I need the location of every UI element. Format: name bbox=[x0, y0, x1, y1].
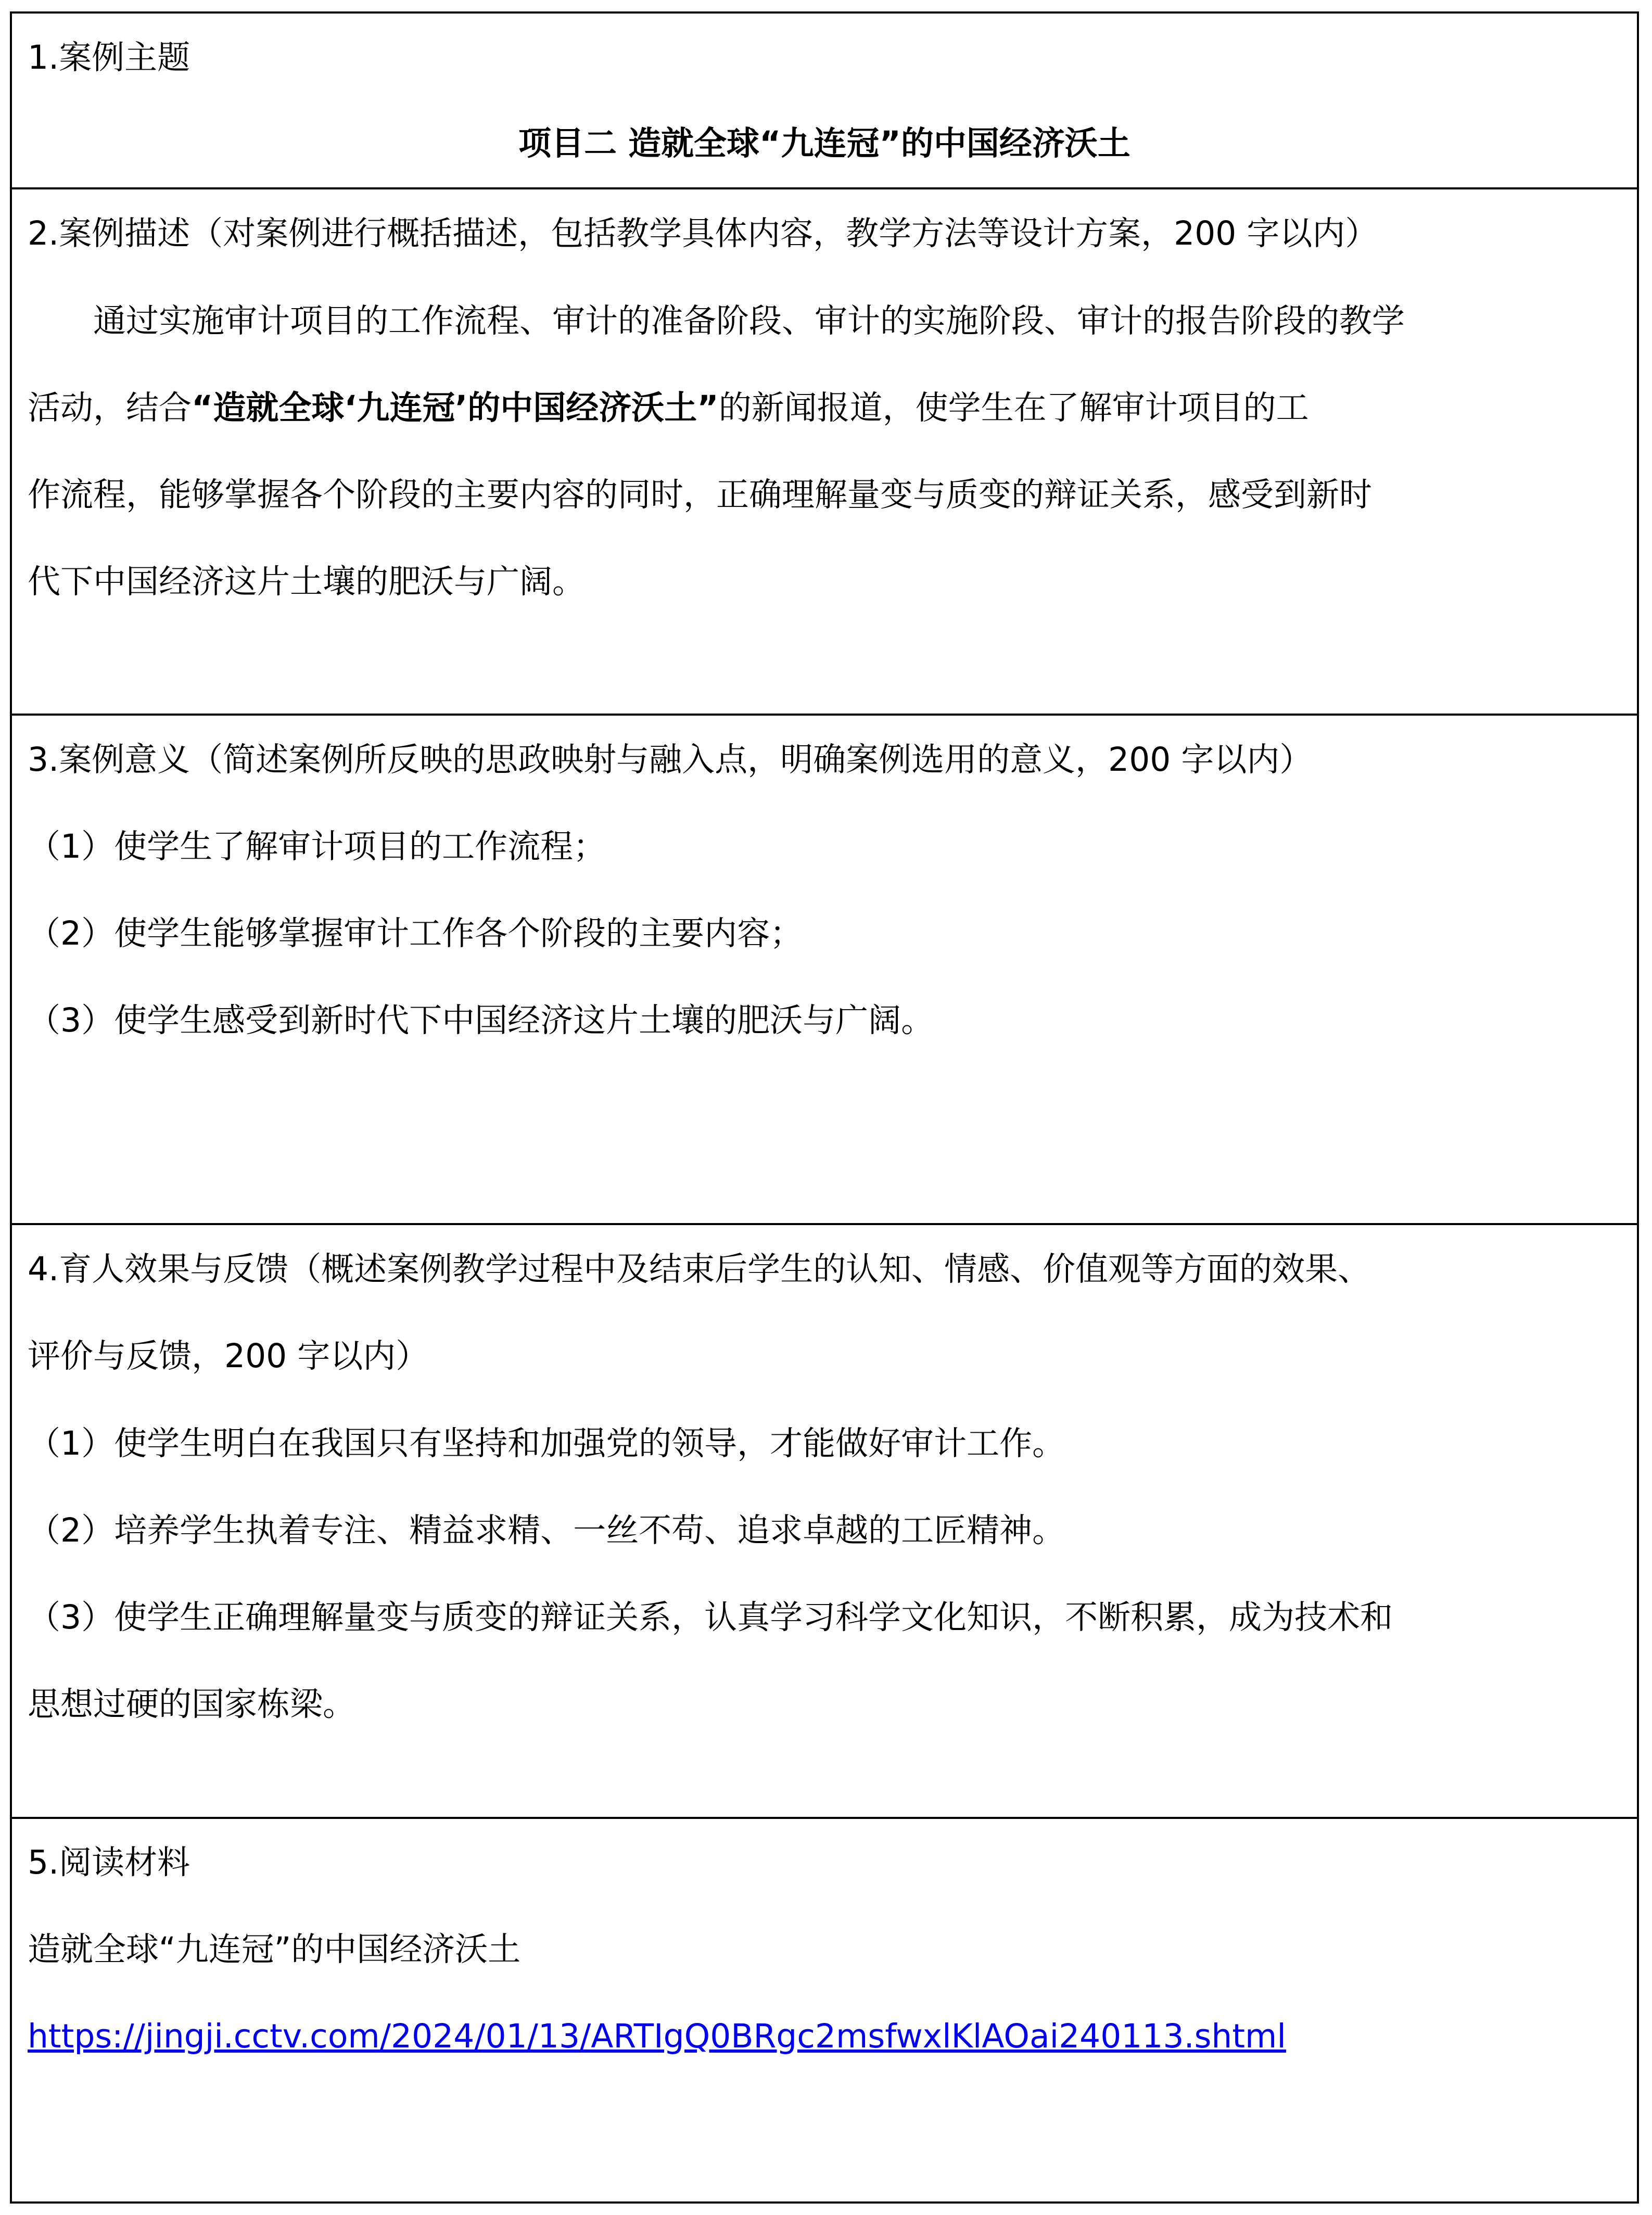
section-reading-material bbox=[12, 1817, 1637, 2201]
material-title: 造就全球“九连冠”的中国经济沃土 bbox=[28, 1930, 521, 1968]
section-case-significance bbox=[12, 714, 1637, 1223]
section-case-description bbox=[12, 187, 1637, 714]
description-line-2-pre: 活动，结合 bbox=[28, 389, 192, 427]
material-link-row bbox=[28, 2016, 1626, 2057]
description-line-2 bbox=[28, 387, 1626, 429]
section-case-theme bbox=[12, 14, 1637, 187]
section-4-heading-line-2: 评价与反馈，200 字以内） bbox=[28, 1337, 429, 1375]
section-4-heading-line-1: 4.育人效果与反馈（概述案例教学过程中及结束后学生的认知、情感、价值观等方面的效果、 bbox=[28, 1250, 1371, 1288]
description-line-4: 代下中国经济这片土壤的肥沃与广阔。 bbox=[28, 563, 585, 601]
significance-item-2: （2）使学生能够掌握审计工作各个阶段的主要内容； bbox=[28, 914, 803, 952]
significance-item-3: （3）使学生感受到新时代下中国经济这片土壤的肥沃与广阔。 bbox=[28, 1001, 934, 1039]
description-line-2-post: 的新闻报道，使学生在了解审计项目的工 bbox=[718, 389, 1309, 427]
effect-item-1: （1）使学生明白在我国只有坚持和加强党的领导，才能做好审计工作。 bbox=[28, 1424, 1065, 1462]
description-line-1: 通过实施审计项目的工作流程、审计的准备阶段、审计的实施阶段、审计的报告阶段的教学 bbox=[93, 302, 1405, 340]
section-3-heading: 3.案例意义（简述案例所反映的思政映射与融入点，明确案例选用的意义，200 字以内） bbox=[28, 741, 1313, 779]
section-education-effect bbox=[12, 1223, 1637, 1817]
significance-item-1: （1）使学生了解审计项目的工作流程； bbox=[28, 828, 606, 865]
effect-item-3-continuation: 思想过硬的国家栋梁。 bbox=[28, 1685, 355, 1723]
news-title-bold: “造就全球‘九连冠’的中国经济沃土” bbox=[192, 389, 719, 427]
material-link[interactable]: https://jingji.cctv.com/2024/01/13/ARTIgQ0BRgc2msfwxlKlAOai240113.shtml bbox=[28, 2017, 1286, 2055]
section-1-heading: 1.案例主题 bbox=[28, 39, 190, 77]
effect-item-2: （2）培养学生执着专注、精益求精、一丝不苟、追求卓越的工匠精神。 bbox=[28, 1511, 1065, 1549]
section-5-heading: 5.阅读材料 bbox=[28, 1843, 190, 1881]
description-line-3: 作流程，能够掌握各个阶段的主要内容的同时，正确理解量变与质变的辩证关系，感受到新时 bbox=[28, 476, 1372, 514]
section-2-heading: 2.案例描述（对案例进行概括描述，包括教学具体内容，教学方法等设计方案，200 字以内） bbox=[28, 214, 1378, 252]
effect-item-3: （3）使学生正确理解量变与质变的辩证关系，认真学习科学文化知识，不断积累，成为技术和 bbox=[28, 1598, 1393, 1636]
case-title: 项目二 造就全球“九连冠”的中国经济沃土 bbox=[518, 124, 1130, 162]
case-form-table bbox=[10, 11, 1639, 2204]
